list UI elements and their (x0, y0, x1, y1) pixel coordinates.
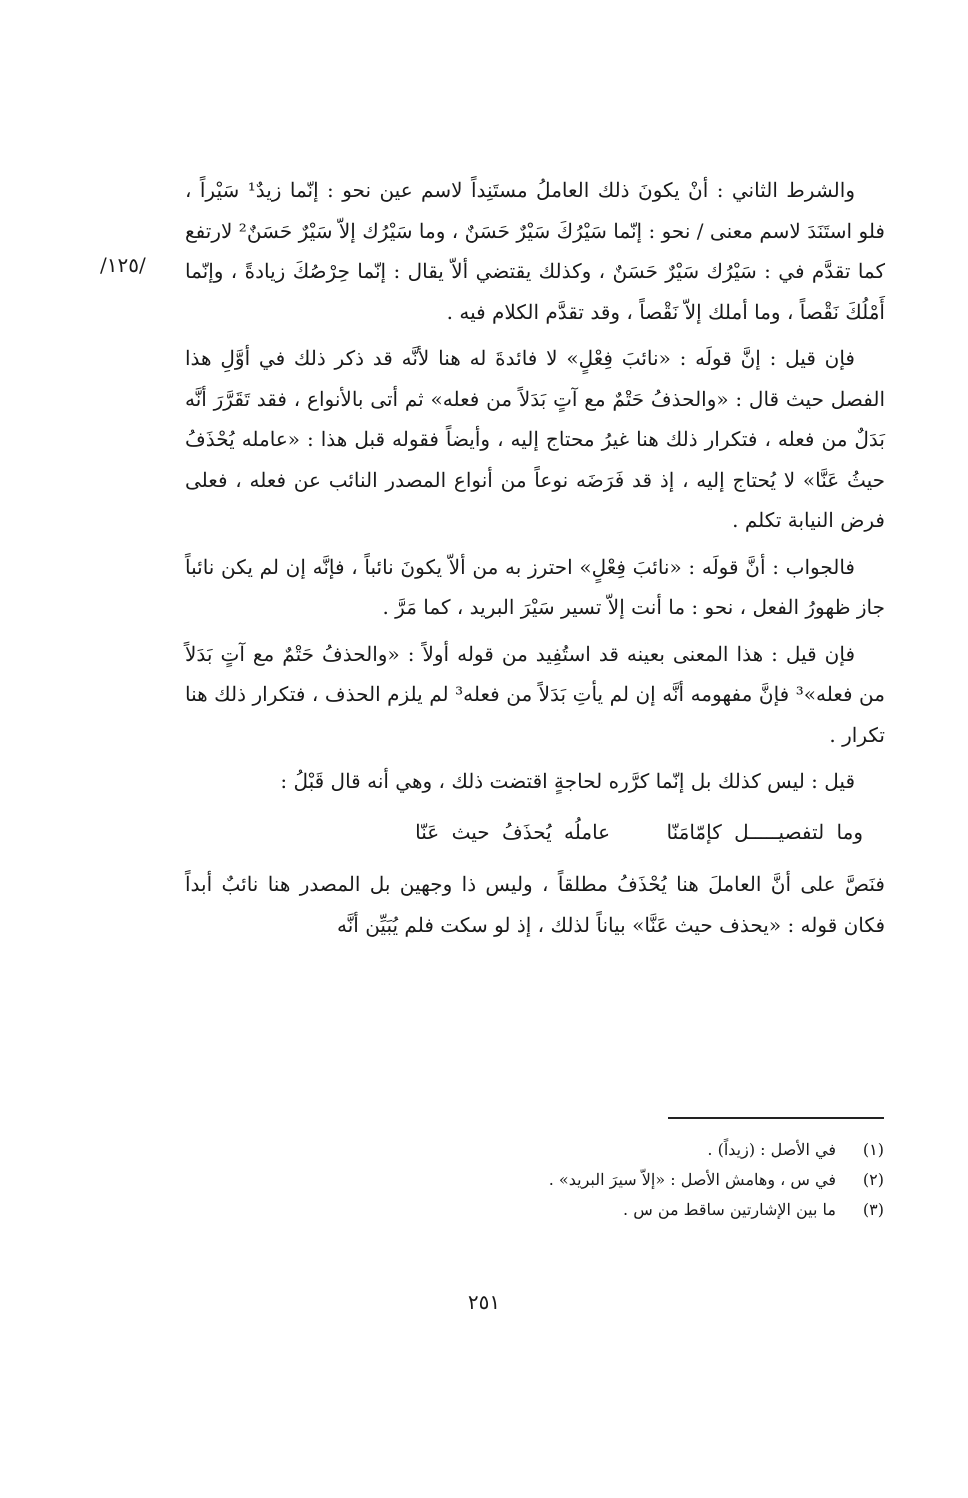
paragraph-2: فإن قيل : إنَّ قولَه : «نائبَ فِعْلٍ» لا فائدةَ له هنا لأنَّه قد ذكر ذلك في أوَّلِ هذا الفصل حيث قال : «والحذفُ حَتْمٌ مع آتٍ بَدَلاً من فعله» ثم أتى بالأنواع ، فقد تَقَرَّرَ أنَّه بَدَلٌ من فعله ، فتكرار ذلك هنا غيرُ محتاج إليه ، وأيضاً فقوله قبل هذا : «عامله يُحْذَفُ حيثُ عَنَّا» لا يُحتاج إليه ، إذ قد فَرَضَه نوعاً من أنواع المصدر النائب عن فعله ، فعلى فرض النيابة تكلم . (185, 346, 885, 532)
main-text (185, 170, 885, 951)
footnote-1 (360, 1135, 884, 1165)
footnote-3 (360, 1195, 884, 1225)
page-number: ٢٥١ (467, 1290, 501, 1314)
paragraph-3: فالجواب : أنَّ قولَه : «نائبَ فِعْلٍ» احترز به من ألاّ يكونَ نائباً ، فإنَّه إن لم يكن نائباً جاز ظهورُ الفعل ، نحو : ما أنت إلاّ تسير سَيْرَ البريد ، كما مَرَّ . (185, 554, 885, 619)
footnotes (360, 1135, 884, 1225)
footnote-text: في الأصل : (زيداً) . (707, 1140, 836, 1159)
footnote-text: في س ، وهامش الأصل : «إلاّ سيرَ البريد» . (548, 1170, 836, 1189)
footnote-number: (٢) (862, 1170, 884, 1189)
footnote-text: ما بين الإشارتين ساقط من س . (623, 1200, 836, 1219)
paragraph-1: والشرط الثاني : أنْ يكونَ ذلك العاملُ مستَنِداً لاسم عين نحو : إنّما زيدٌ¹ سَيْراً ، فلو استَنَدَ لاسم معنى / نحو : إنّما سَيْرُكَ سَيْرٌ حَسَنٌ ، وما سَيْرُك إلاّ سَيْرٌ حَسَنٌ² لارتفع كما تقدَّم في : سَيْرُك سَيْرٌ حَسَنٌ ، وكذلك يقتضي ألاّ يقال : إنّما حِرْصُكَ زيادةً ، وإنّما أَمْلُكَ نَقْصاً ، وما أملك إلاّ نَقْصاً ، وقد تقدَّم الكلام فيه . (185, 178, 885, 324)
footnote-number: (٣) (862, 1200, 884, 1219)
closing-paragraph: فنَصَّ على أنَّ العاملَ هنا يُحْذَفُ مطلقاً ، وليس ذا وجهين بل المصدر هنا نائبٌ أبداً فكان قوله : «يحذف حيث عَنَّا» بياناً لذلك ، إذ لو سكت فلم يُبَيِّن أنَّه (185, 872, 885, 937)
footnote-divider (668, 1117, 884, 1119)
margin-folio-note: /١٢٥/ (100, 253, 146, 277)
paragraph-5: قيل : ليس كذلك بل إنّما كرَّره لحاجةٍ اقتضت ذلك ، وهي أنه قال قَبْلُ : (280, 769, 855, 793)
poetry-verse (185, 812, 885, 853)
footnote-number: (١) (862, 1140, 884, 1159)
footnote-2 (360, 1165, 884, 1195)
verse-first-hemistich: وما لتفصيـــــل كإمّامَنّا (666, 819, 863, 844)
paragraph-4: فإن قيل : هذا المعنى بعينه قد استُفِيد من قوله أولاً : «والحذفُ حَتْمٌ مع آتٍ بَدَلاً من فعله»³ فإنَّ مفهومه أنَّه إن لم يأتِ بَدَلاً من فعله³ لم يلزم الحذف ، فتكرار ذلك هنا تكرار . (185, 641, 885, 747)
verse-second-hemistich: عاملُه يُحذَفُ حيث عَنّا (415, 819, 611, 844)
